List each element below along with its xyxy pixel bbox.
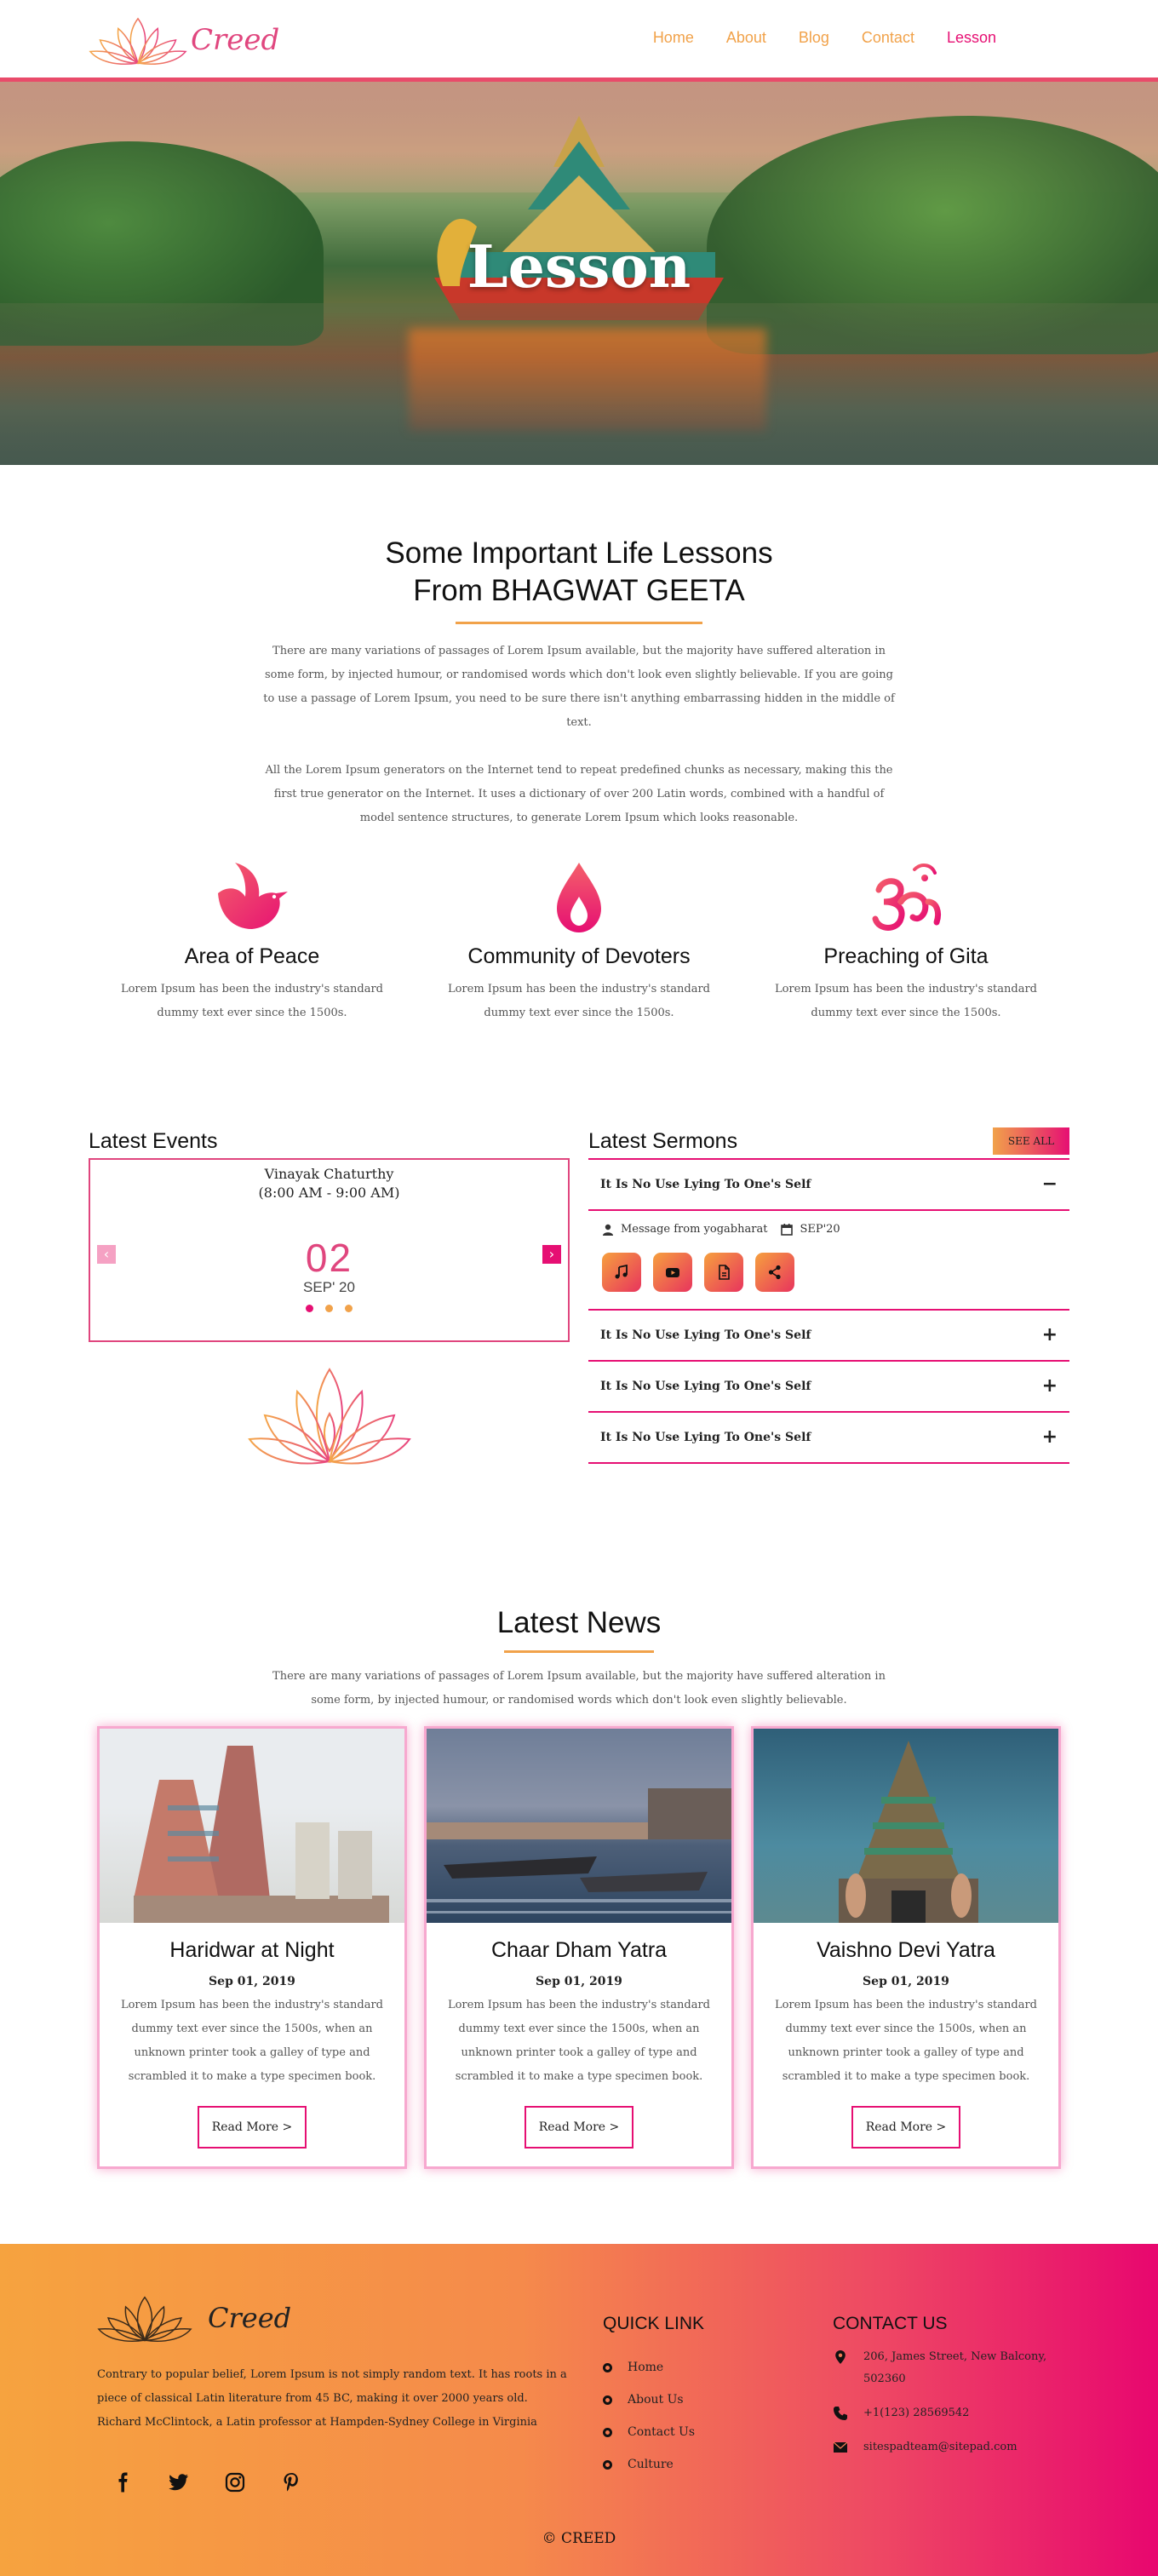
news-card-text: Lorem Ipsum has been the industry's standard dummy text ever since the 1500s, when an unknown printer took a galley of type and scrambled it to make a type specimen book. — [120, 1999, 384, 2083]
news-card — [97, 1726, 407, 2169]
sermon-accordion-item — [588, 1311, 1069, 1362]
calendar-icon — [781, 1224, 793, 1236]
feature-title: Area of Peace — [184, 944, 320, 968]
event-carousel — [89, 1158, 570, 1342]
logo-text: Creed — [191, 23, 280, 57]
sermons-title: Latest Sermons — [588, 1129, 738, 1153]
hero-title: Lesson — [467, 233, 691, 301]
quick-link-label: About Us — [628, 2393, 684, 2407]
event-time: (8:00 AM - 9:00 AM) — [258, 1185, 400, 1201]
carousel-dot[interactable] — [345, 1305, 353, 1312]
news-card-title: Chaar Dham Yatra — [490, 1938, 668, 1962]
sermon-title: It Is No Use Lying To One's Self — [600, 1328, 811, 1342]
footer — [0, 2244, 1158, 2576]
quick-link-contact[interactable] — [603, 2416, 704, 2448]
title-underline — [504, 1650, 654, 1653]
sermon-author — [602, 1223, 767, 1236]
news-card — [424, 1726, 734, 2169]
lotus-logo-icon — [89, 14, 187, 66]
sermon-title: It Is No Use Lying To One's Self — [600, 1431, 811, 1444]
gopuram-illustration — [754, 1729, 1058, 1923]
intro-title-line2: From BHAGWAT GEETA — [413, 574, 745, 607]
quick-link-about[interactable] — [603, 2384, 704, 2416]
news-card-text: Lorem Ipsum has been the industry's standard dummy text ever since the 1500s, when an unknown printer took a galley of type and scrambled it to make a type specimen book. — [447, 1999, 711, 2083]
document-button[interactable] — [704, 1253, 743, 1292]
om-icon — [865, 859, 947, 936]
nav-home[interactable]: Home — [652, 29, 694, 46]
sermon-accordion-item — [588, 1158, 1069, 1311]
news-card-date: Sep 01, 2019 — [536, 1975, 622, 1988]
event-name: Vinayak Chaturthy — [264, 1166, 394, 1182]
sermon-accordion-item — [588, 1362, 1069, 1413]
main-menu — [653, 29, 996, 47]
nav-contact[interactable]: Contact — [861, 29, 914, 46]
read-more-button[interactable]: Read More > — [851, 2106, 960, 2149]
location-pin-icon — [833, 2349, 848, 2365]
quick-link-label: Home — [628, 2361, 664, 2374]
collapse-icon[interactable]: − — [1041, 1173, 1058, 1195]
sermon-date-text: SEP'20 — [800, 1223, 840, 1236]
read-more-button[interactable]: Read More > — [198, 2106, 307, 2149]
phone-icon — [833, 2406, 848, 2421]
copyright: © CREED — [542, 2530, 616, 2547]
quick-links-title: QUICK LINK — [603, 2314, 705, 2333]
intro-title-line1: Some Important Life Lessons — [385, 536, 773, 570]
nav-blog[interactable]: Blog — [798, 29, 829, 46]
quick-link-home[interactable] — [603, 2351, 704, 2384]
event-month: SEP' 20 — [303, 1279, 355, 1295]
feature-title: Community of Devoters — [467, 944, 691, 968]
site-logo[interactable] — [89, 14, 279, 66]
contact-us — [833, 2314, 1063, 2458]
twitter-icon[interactable] — [169, 2472, 189, 2493]
features-row — [89, 859, 1069, 1025]
latest-sermons — [588, 1127, 1069, 1464]
flame-drop-icon — [538, 859, 620, 936]
feature-text: Lorem Ipsum has been the industry's standard dummy text ever since the 1500s. — [774, 983, 1038, 1019]
sermon-meta — [602, 1223, 1056, 1236]
read-more-button[interactable]: Read More > — [525, 2106, 633, 2149]
news-card — [751, 1726, 1061, 2169]
pinterest-icon[interactable] — [281, 2472, 301, 2493]
sermon-accordion-header[interactable] — [588, 1160, 1069, 1209]
sermon-title: It Is No Use Lying To One's Self — [600, 1380, 811, 1393]
news-card-text: Lorem Ipsum has been the industry's standard dummy text ever since the 1500s, when an unknown printer took a galley of type and scrambled it to make a type specimen book. — [774, 1999, 1038, 2083]
intro-paragraph-1: There are many variations of passages of Lorem Ipsum available, but the majority have suffered alteration in some form, by injected humour, or randomised words which don't look even slightly believable. If you are going to use a passage of Lorem Ipsum, you need to be sure there isn't anything embarrassing hidden in the middle of text. — [263, 645, 895, 729]
bullet-icon — [603, 2428, 612, 2437]
intro-section — [0, 465, 1158, 830]
events-title: Latest Events — [89, 1129, 218, 1153]
feature-card — [416, 859, 742, 1025]
nav-lesson[interactable]: Lesson — [946, 29, 996, 46]
sermon-accordion-header[interactable] — [588, 1311, 1069, 1360]
sermon-title: It Is No Use Lying To One's Self — [600, 1178, 811, 1191]
contact-phone-text: +1(123) 28569542 — [863, 2407, 970, 2419]
bullet-icon — [603, 2363, 612, 2372]
contact-email-text: sitespadteam@sitepad.com — [863, 2441, 1018, 2453]
document-icon — [716, 1265, 731, 1280]
footer-logo[interactable] — [97, 2292, 291, 2344]
see-all-button[interactable]: SEE ALL — [993, 1127, 1069, 1155]
news-image-temple-tower — [100, 1729, 404, 1923]
news-cards — [97, 1726, 1061, 2169]
news-card-title: Vaishno Devi Yatra — [817, 1938, 995, 1962]
expand-icon[interactable]: + — [1041, 1426, 1058, 1448]
sermon-accordion-body — [588, 1209, 1069, 1309]
quick-link-label: Contact Us — [628, 2425, 696, 2439]
carousel-dot[interactable] — [325, 1305, 333, 1312]
instagram-icon[interactable] — [225, 2472, 245, 2493]
quick-links — [603, 2314, 704, 2481]
contact-address — [833, 2346, 1063, 2390]
hero-reflection — [409, 329, 766, 431]
footer-logo-text: Creed — [208, 2302, 292, 2334]
sermon-author-text: Message from yogabharat — [621, 1223, 768, 1236]
quick-link-culture[interactable] — [603, 2448, 704, 2481]
sermon-accordion-item — [588, 1413, 1069, 1464]
nav-about[interactable]: About — [725, 29, 766, 46]
sermon-date — [781, 1223, 840, 1236]
share-button[interactable] — [755, 1253, 794, 1292]
latest-news-section — [0, 1606, 1158, 2169]
temple-tower-illustration — [100, 1729, 404, 1923]
title-underline — [456, 622, 702, 624]
expand-icon[interactable]: + — [1041, 1324, 1058, 1345]
feature-text: Lorem Ipsum has been the industry's standard dummy text ever since the 1500s. — [120, 983, 384, 1019]
share-icon — [767, 1265, 783, 1280]
event-day: 02 — [305, 1236, 353, 1280]
events-sermons-section — [89, 1127, 1069, 1502]
youtube-button[interactable] — [653, 1253, 692, 1292]
carousel-prev-button[interactable]: ‹ — [97, 1245, 116, 1264]
hero-banner — [0, 82, 1158, 465]
feature-text: Lorem Ipsum has been the industry's standard dummy text ever since the 1500s. — [447, 983, 711, 1019]
user-icon — [602, 1224, 614, 1236]
latest-events — [89, 1127, 570, 1468]
bullet-icon — [603, 2395, 612, 2405]
email-icon — [833, 2440, 848, 2455]
dove-icon — [211, 859, 293, 936]
navbar — [0, 0, 1158, 82]
news-card-date: Sep 01, 2019 — [209, 1975, 295, 1988]
feature-title: Preaching of Gita — [823, 944, 989, 968]
facebook-icon[interactable] — [112, 2472, 133, 2493]
news-image-river-boats — [427, 1729, 731, 1923]
youtube-icon — [665, 1265, 680, 1280]
carousel-dots — [90, 1305, 568, 1312]
news-card-title: Haridwar at Night — [169, 1938, 335, 1962]
contact-email[interactable] — [833, 2436, 1063, 2458]
social-links — [112, 2472, 301, 2493]
news-title: Latest News — [496, 1606, 662, 1639]
footer-about: Contrary to popular belief, Lorem Ipsum is not simply random text. It has roots in a piece of classical Latin literature from 45 BC, making it over 2000 years old. Richard McClintock, a Latin professor at Hampden-Sydney College in Virginia — [97, 2368, 567, 2429]
news-lead: There are many variations of passages of Lorem Ipsum available, but the majority have suffered alteration in some form, by injected humour, or randomised words which don't look even slightly believable. — [272, 1670, 886, 1707]
feature-card — [89, 859, 416, 1025]
bullet-icon — [603, 2460, 612, 2470]
sermon-media-buttons — [602, 1253, 1056, 1292]
news-image-gopuram — [754, 1729, 1058, 1923]
carousel-next-button[interactable]: › — [542, 1245, 561, 1264]
contact-phone[interactable] — [833, 2402, 1063, 2424]
intro-paragraph-2: All the Lorem Ipsum generators on the Internet tend to repeat predefined chunks as necessary, making this the first true generator on the Internet. It uses a dictionary of over 200 Latin words, combined with a handful of model sentence structures, to generate Lorem Ipsum which looks reasonable. — [265, 764, 893, 824]
sermon-accordion-header[interactable] — [588, 1413, 1069, 1462]
river-boats-illustration — [427, 1729, 731, 1923]
sermon-accordion-header[interactable] — [588, 1362, 1069, 1411]
feature-card — [742, 859, 1069, 1025]
carousel-dot[interactable] — [306, 1305, 313, 1312]
lotus-decoration-icon — [246, 1363, 413, 1468]
expand-icon[interactable]: + — [1041, 1375, 1058, 1397]
music-button[interactable] — [602, 1253, 641, 1292]
intro-title — [0, 535, 1158, 610]
news-card-date: Sep 01, 2019 — [863, 1975, 949, 1988]
quick-links-list — [603, 2351, 704, 2481]
music-icon — [614, 1265, 629, 1280]
contact-address-text: 206, James Street, New Balcony, 502360 — [863, 2350, 1047, 2385]
lotus-logo-icon — [97, 2292, 192, 2344]
quick-link-label: Culture — [628, 2458, 674, 2471]
contact-title: CONTACT US — [833, 2314, 948, 2333]
